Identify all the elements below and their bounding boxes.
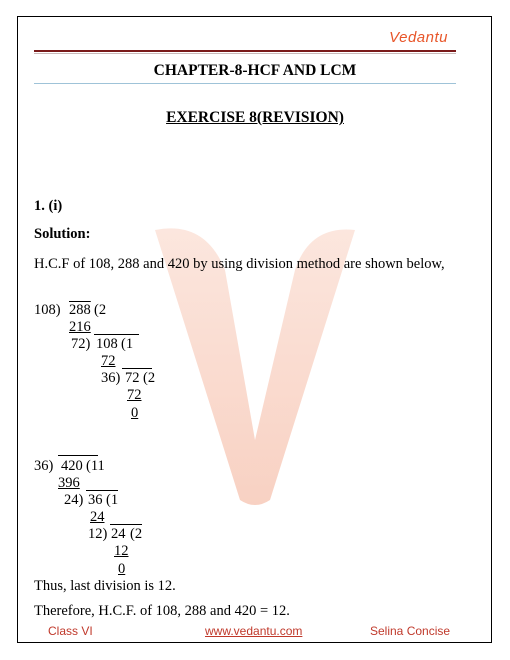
title-rule	[34, 83, 456, 84]
div1-quotient2: (1	[121, 336, 134, 352]
div2-dividend3: 24	[111, 526, 126, 542]
therefore-text: Therefore, H.C.F. of 108, 288 and 420 = 12.	[34, 603, 290, 619]
div2-quotient2: (1	[106, 492, 119, 508]
div1-quotient: (2	[94, 302, 107, 318]
div1-divisor: 108)	[34, 302, 61, 318]
intro-text: H.C.F of 108, 288 and 420 by using division method are shown below,	[34, 256, 445, 272]
div2-divisor3: 12)	[88, 526, 108, 542]
div2-quotient: (11	[86, 458, 105, 474]
div2-divisor2: 24)	[64, 492, 84, 508]
div2-divisor: 36)	[34, 458, 54, 474]
vedantu-logo: Vedantu	[389, 29, 448, 46]
div2-quotient3: (2	[130, 526, 143, 542]
div2-rule	[86, 490, 118, 491]
div2-remainder: 0	[118, 561, 126, 577]
exercise-title: EXERCISE 8(REVISION)	[166, 109, 344, 126]
question-label: 1. (i)	[34, 198, 63, 214]
div2-rule-top	[58, 455, 98, 456]
chapter-title: CHAPTER-8-HCF AND LCM	[153, 62, 357, 79]
div1-product2: 72	[101, 353, 116, 369]
div2-dividend2: 36	[88, 492, 103, 508]
div1-divisor2: 72)	[71, 336, 91, 352]
div1-quotient3: (2	[143, 370, 156, 386]
div2-rule2	[110, 524, 142, 525]
div1-product: 216	[69, 319, 91, 335]
div2-product2: 24	[90, 509, 105, 525]
div2-product3: 12	[114, 543, 129, 559]
div1-dividend: 288	[69, 302, 91, 318]
footer-class: Class VI	[48, 624, 93, 638]
solution-label: Solution:	[34, 226, 91, 242]
footer-website-link[interactable]: www.vedantu.com	[205, 624, 303, 638]
thus-text: Thus, last division is 12.	[34, 578, 176, 594]
div1-dividend2: 108	[96, 336, 118, 352]
div1-dividend3: 72	[125, 370, 140, 386]
div2-product: 396	[58, 475, 80, 491]
div2-dividend: 420	[61, 458, 83, 474]
header-rule-shadow	[34, 53, 456, 54]
div1-product3: 72	[127, 387, 142, 403]
div1-rule2	[122, 368, 152, 369]
div1-rule	[94, 334, 139, 335]
header-rule	[34, 50, 456, 52]
div1-divisor3: 36)	[101, 370, 121, 386]
footer-book: Selina Concise	[370, 624, 451, 638]
div1-remainder: 0	[131, 405, 139, 421]
